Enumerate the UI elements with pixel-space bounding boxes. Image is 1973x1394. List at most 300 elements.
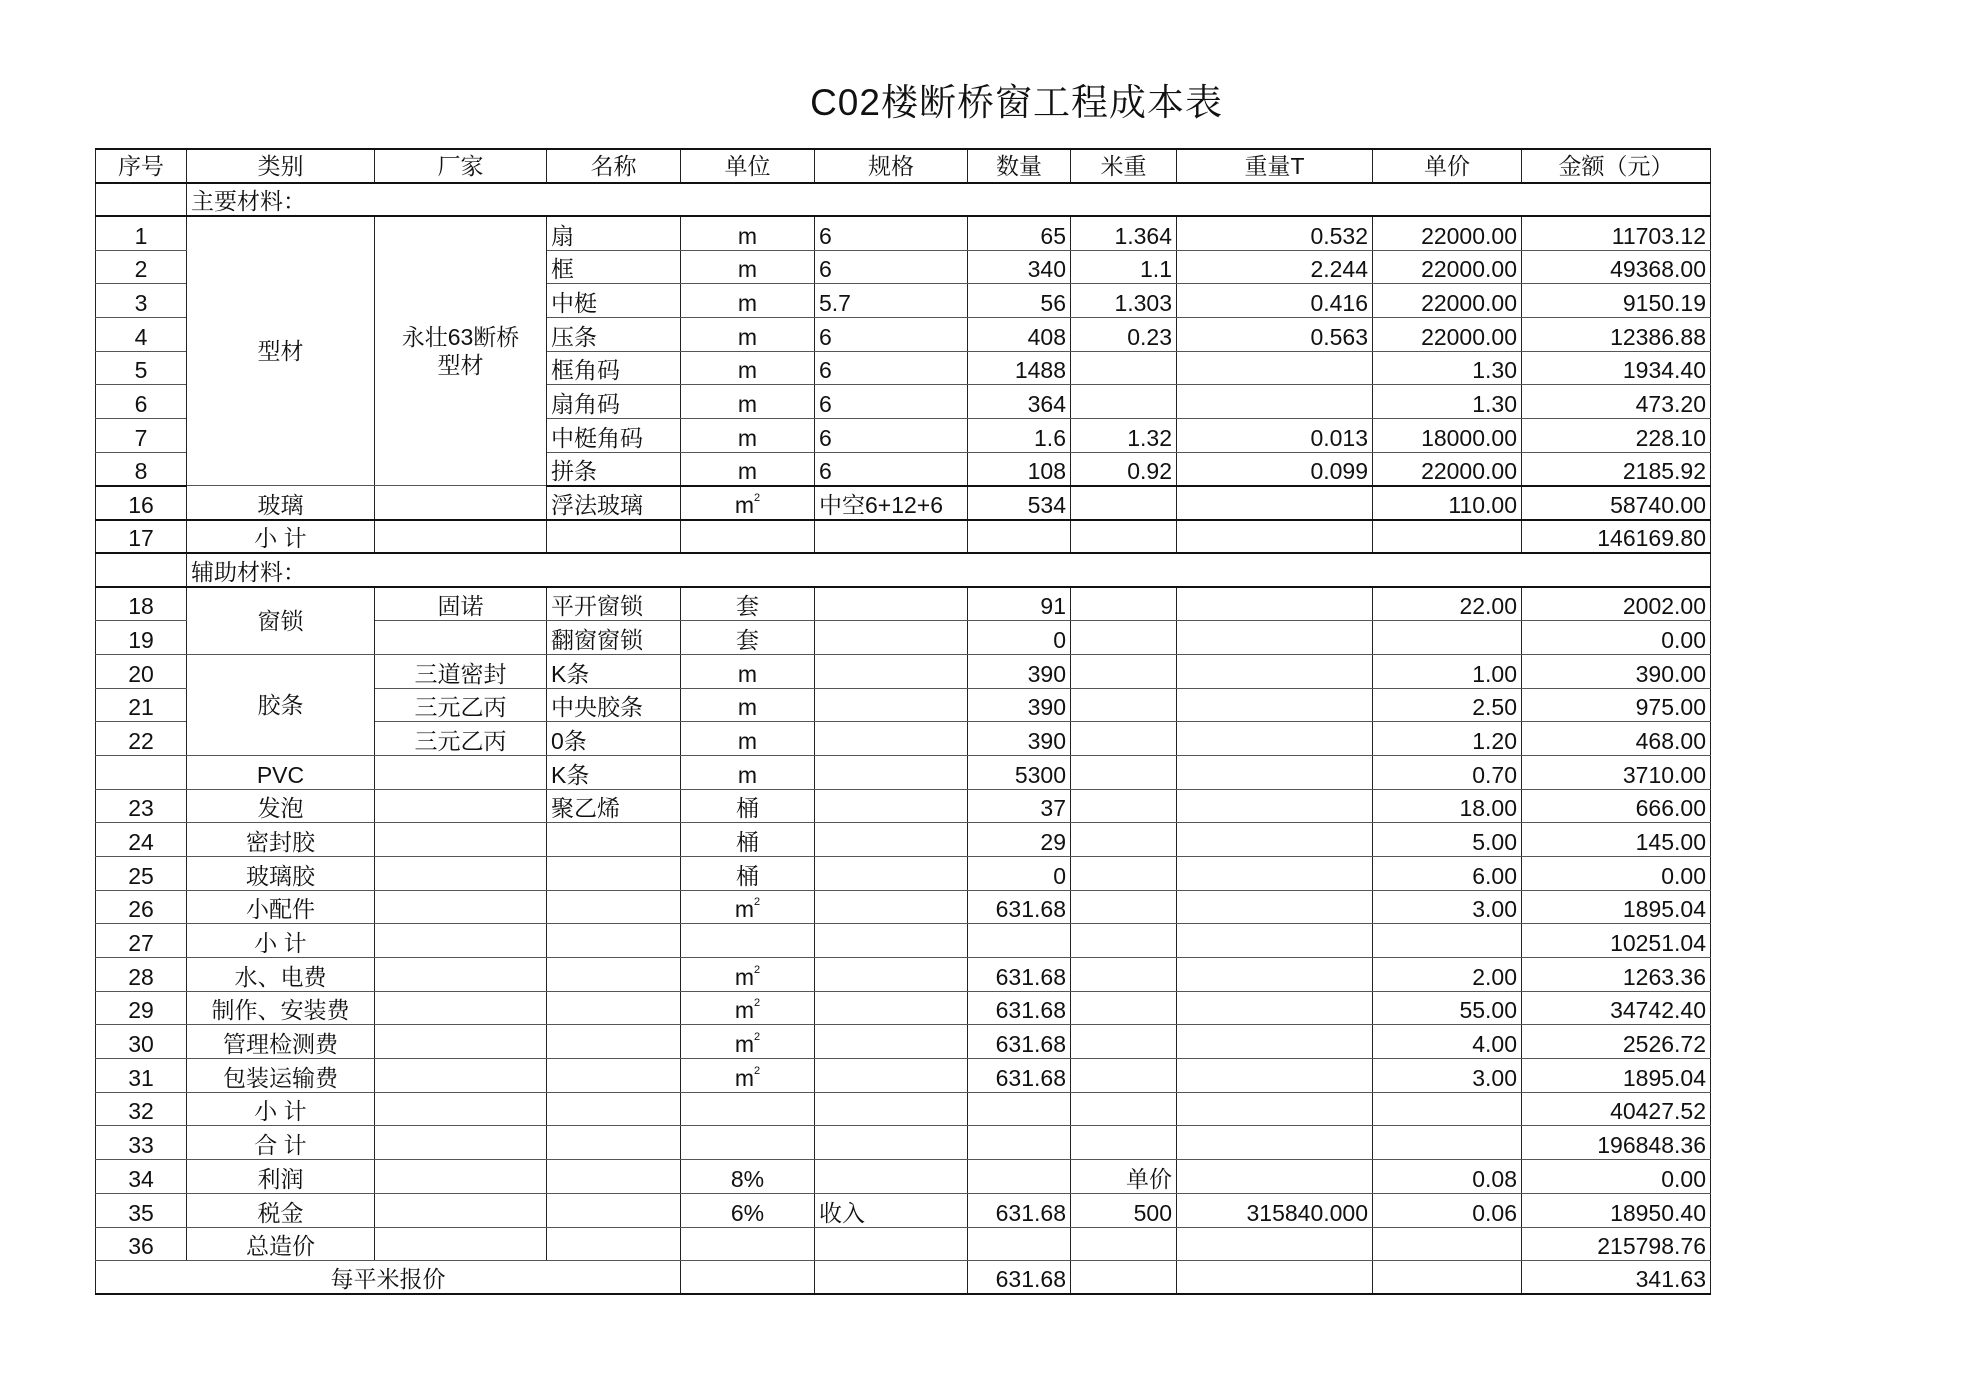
cell-qty: 631.68 — [968, 991, 1071, 1025]
cell-mw — [1071, 1126, 1177, 1160]
cell-mw — [1071, 924, 1177, 958]
table-row — [96, 1092, 1711, 1126]
cell-no: 35 — [96, 1193, 187, 1227]
cell-vendor: 三元乙丙 — [375, 722, 547, 756]
cell-name: 扇角码 — [547, 385, 681, 419]
cell-spec: 6 — [815, 317, 968, 351]
table-row — [96, 587, 1711, 621]
cell-mw — [1071, 789, 1177, 823]
cell-price: 18.00 — [1373, 789, 1522, 823]
cell-wt — [1177, 755, 1373, 789]
cell-no: 24 — [96, 823, 187, 857]
table-row — [96, 1025, 1711, 1059]
footer-label: 每平米报价 — [96, 1261, 681, 1295]
table-row — [96, 654, 1711, 688]
cell-spec: 6 — [815, 385, 968, 419]
cell-spec — [815, 1059, 968, 1093]
cell-no: 5 — [96, 351, 187, 385]
cell-cat: 玻璃 — [187, 486, 375, 520]
cell-no: 19 — [96, 621, 187, 655]
cell-name — [547, 991, 681, 1025]
cell-price: 1.00 — [1373, 654, 1522, 688]
cell-unit: $m^2$ — [681, 991, 815, 1025]
cell-amt: 0.00 — [1522, 856, 1711, 890]
cell-vendor: 固诺 — [375, 587, 547, 621]
cell-amt: 468.00 — [1522, 722, 1711, 756]
cell-no: 7 — [96, 419, 187, 453]
cell-cat: 小配件 — [187, 890, 375, 924]
cell-cat: 玻璃胶 — [187, 856, 375, 890]
cell-amt: 0.00 — [1522, 1160, 1711, 1194]
cell-spec — [815, 587, 968, 621]
cell-price: 5.00 — [1373, 823, 1522, 857]
merged-cat-cell: 型材 — [187, 216, 375, 486]
cell-vendor — [375, 755, 547, 789]
cell-no — [96, 755, 187, 789]
cell-no: 34 — [96, 1160, 187, 1194]
cell-mw: 单价 — [1071, 1160, 1177, 1194]
cell-price — [1373, 1092, 1522, 1126]
cell-name — [547, 823, 681, 857]
table-row — [96, 1193, 1711, 1227]
cell-qty: 108 — [968, 452, 1071, 486]
cell-vendor — [375, 789, 547, 823]
cell-qty: 631.68 — [968, 1059, 1071, 1093]
cell-name: 翻窗窗锁 — [547, 621, 681, 655]
cell-amt: 3710.00 — [1522, 755, 1711, 789]
cell-name: 框角码 — [547, 351, 681, 385]
cell-name — [547, 958, 681, 992]
cell-amt: 34742.40 — [1522, 991, 1711, 1025]
cell-vendor — [375, 621, 547, 655]
cell-spec — [815, 823, 968, 857]
cell-no: 22 — [96, 722, 187, 756]
cell-wt: 2.244 — [1177, 250, 1373, 284]
cell-price: 22000.00 — [1373, 216, 1522, 250]
cell-name — [547, 1193, 681, 1227]
cell-no: 32 — [96, 1092, 187, 1126]
cell-qty: 37 — [968, 789, 1071, 823]
cell-qty: 390 — [968, 722, 1071, 756]
cell-no: 21 — [96, 688, 187, 722]
table-row — [96, 486, 1711, 520]
cell-no: 27 — [96, 924, 187, 958]
cell-price: 22000.00 — [1373, 317, 1522, 351]
cell-spec — [815, 1261, 968, 1295]
cell-name — [547, 1227, 681, 1261]
cell-wt — [1177, 587, 1373, 621]
table-row — [96, 755, 1711, 789]
cell-qty: 56 — [968, 284, 1071, 318]
cell-name — [547, 1059, 681, 1093]
section-label: 辅助材料： — [187, 553, 1711, 587]
cell-qty — [968, 1092, 1071, 1126]
cell-vendor — [375, 856, 547, 890]
cell-unit: m — [681, 317, 815, 351]
cell-qty — [968, 520, 1071, 554]
cell-cat: 税金 — [187, 1193, 375, 1227]
cell-vendor: 三道密封 — [375, 654, 547, 688]
cell-wt — [1177, 958, 1373, 992]
table-row — [96, 823, 1711, 857]
merged-cat-cell: 胶条 — [187, 654, 375, 755]
table-row — [96, 789, 1711, 823]
cell-wt: 315840.000 — [1177, 1193, 1373, 1227]
cell-mw — [1071, 856, 1177, 890]
cell-wt: 0.013 — [1177, 419, 1373, 453]
cell-price: 3.00 — [1373, 1059, 1522, 1093]
section-label: 主要材料： — [187, 183, 1711, 217]
table-row — [96, 216, 1711, 250]
cell-qty — [968, 1126, 1071, 1160]
table-row — [96, 520, 1711, 554]
cell-qty: 29 — [968, 823, 1071, 857]
cell-spec — [815, 958, 968, 992]
cell-spec — [815, 991, 968, 1025]
cell-unit: 套 — [681, 621, 815, 655]
cell-unit: 8% — [681, 1160, 815, 1194]
cell-price: 1.20 — [1373, 722, 1522, 756]
cell-spec — [815, 688, 968, 722]
cell-wt — [1177, 1092, 1373, 1126]
cell-price: 2.50 — [1373, 688, 1522, 722]
cell-qty: 5300 — [968, 755, 1071, 789]
cell-name: 中梃 — [547, 284, 681, 318]
cell-amt: 18950.40 — [1522, 1193, 1711, 1227]
cell-wt — [1177, 1126, 1373, 1160]
cell-vendor — [375, 1126, 547, 1160]
cell-spec — [815, 755, 968, 789]
cell-mw: 1.303 — [1071, 284, 1177, 318]
table-row — [96, 856, 1711, 890]
cell-wt — [1177, 924, 1373, 958]
cell-mw — [1071, 823, 1177, 857]
cell-amt: 666.00 — [1522, 789, 1711, 823]
cell-cat: PVC — [187, 755, 375, 789]
cell-no: 6 — [96, 385, 187, 419]
cell-amt: 11703.12 — [1522, 216, 1711, 250]
cell-spec — [815, 1160, 968, 1194]
cell-unit: m — [681, 654, 815, 688]
cell-unit: m — [681, 419, 815, 453]
cell-mw — [1071, 486, 1177, 520]
cell-price — [1373, 1126, 1522, 1160]
cell-qty: 631.68 — [968, 958, 1071, 992]
cell-name: K条 — [547, 755, 681, 789]
header-row — [96, 149, 1711, 183]
cell-vendor: 三元乙丙 — [375, 688, 547, 722]
cell-spec — [815, 722, 968, 756]
cell-unit: m — [681, 351, 815, 385]
cell-price: 4.00 — [1373, 1025, 1522, 1059]
cell-no: 33 — [96, 1126, 187, 1160]
cell-no: 36 — [96, 1227, 187, 1261]
cell-no: 17 — [96, 520, 187, 554]
cell-spec — [815, 1092, 968, 1126]
header-cell: 名称 — [547, 149, 681, 183]
table-row — [96, 958, 1711, 992]
cell-amt: 2002.00 — [1522, 587, 1711, 621]
section-main-materials — [96, 183, 1711, 217]
footer-qty: 631.68 — [968, 1261, 1071, 1295]
cell-wt — [1177, 621, 1373, 655]
cell-qty: 0 — [968, 621, 1071, 655]
cell-unit: 6% — [681, 1193, 815, 1227]
cell-amt: 390.00 — [1522, 654, 1711, 688]
cell-no: 18 — [96, 587, 187, 621]
cell-name — [547, 1025, 681, 1059]
cell-spec — [815, 924, 968, 958]
cell-no: 25 — [96, 856, 187, 890]
cell-name — [547, 1160, 681, 1194]
cell-spec: 6 — [815, 216, 968, 250]
cell-unit — [681, 520, 815, 554]
cell-amt: 2526.72 — [1522, 1025, 1711, 1059]
cell-mw — [1071, 958, 1177, 992]
cell-wt: 0.099 — [1177, 452, 1373, 486]
cell-unit — [681, 924, 815, 958]
cell-spec: 中空6+12+6 — [815, 486, 968, 520]
cell-no: 28 — [96, 958, 187, 992]
cell-vendor — [375, 991, 547, 1025]
cell-wt — [1177, 486, 1373, 520]
cell-no: 31 — [96, 1059, 187, 1093]
cell-mw — [1071, 520, 1177, 554]
cell-unit: m — [681, 722, 815, 756]
cell-mw: 1.1 — [1071, 250, 1177, 284]
cell-name: 压条 — [547, 317, 681, 351]
cell-cat: 总造价 — [187, 1227, 375, 1261]
section-no-cell — [96, 183, 187, 217]
cell-mw — [1071, 991, 1177, 1025]
table-row — [96, 1160, 1711, 1194]
cell-spec — [815, 789, 968, 823]
cell-unit: $m^2$ — [681, 1025, 815, 1059]
cell-amt: 40427.52 — [1522, 1092, 1711, 1126]
cell-mw — [1071, 890, 1177, 924]
cell-cat: 小 计 — [187, 924, 375, 958]
cell-unit: m — [681, 385, 815, 419]
cell-wt — [1177, 351, 1373, 385]
header-cell: 数量 — [968, 149, 1071, 183]
cell-wt — [1177, 1059, 1373, 1093]
cell-amt: 196848.36 — [1522, 1126, 1711, 1160]
cell-qty — [968, 1227, 1071, 1261]
header-cell: 单位 — [681, 149, 815, 183]
cell-unit — [681, 1227, 815, 1261]
table-row — [96, 1059, 1711, 1093]
cell-unit: $m^2$ — [681, 958, 815, 992]
cell-qty: 390 — [968, 654, 1071, 688]
cell-price: 1.30 — [1373, 351, 1522, 385]
cell-spec — [815, 1126, 968, 1160]
cell-qty: 364 — [968, 385, 1071, 419]
cell-name: 浮法玻璃 — [547, 486, 681, 520]
cell-mw — [1071, 587, 1177, 621]
cell-no: 26 — [96, 890, 187, 924]
cell-mw — [1071, 688, 1177, 722]
header-cell: 厂家 — [375, 149, 547, 183]
cell-wt: 0.563 — [1177, 317, 1373, 351]
cell-mw — [1071, 654, 1177, 688]
header-cell: 类别 — [187, 149, 375, 183]
cell-spec: 5.7 — [815, 284, 968, 318]
cell-vendor — [375, 1025, 547, 1059]
cell-cat: 包装运输费 — [187, 1059, 375, 1093]
cell-qty: 1488 — [968, 351, 1071, 385]
cell-spec — [815, 1227, 968, 1261]
cell-amt: 146169.80 — [1522, 520, 1711, 554]
page-title: C02楼断桥窗工程成本表 — [810, 82, 1223, 123]
cell-price: 6.00 — [1373, 856, 1522, 890]
cell-mw: 0.23 — [1071, 317, 1177, 351]
cell-amt: 145.00 — [1522, 823, 1711, 857]
header-cell: 序号 — [96, 149, 187, 183]
header-cell: 米重 — [1071, 149, 1177, 183]
cell-amt: 1263.36 — [1522, 958, 1711, 992]
cell-unit: m — [681, 688, 815, 722]
cost-table — [95, 148, 1711, 1295]
cell-qty: 631.68 — [968, 1025, 1071, 1059]
cell-cat: 密封胶 — [187, 823, 375, 857]
cell-cat: 小 计 — [187, 520, 375, 554]
cell-qty: 340 — [968, 250, 1071, 284]
cell-wt: 0.416 — [1177, 284, 1373, 318]
cell-wt — [1177, 890, 1373, 924]
cell-price — [1373, 1261, 1522, 1295]
cell-cat: 小 计 — [187, 1092, 375, 1126]
cell-price: 0.08 — [1373, 1160, 1522, 1194]
cell-spec: 6 — [815, 452, 968, 486]
cell-name — [547, 890, 681, 924]
cell-spec: 6 — [815, 351, 968, 385]
cell-name — [547, 520, 681, 554]
cell-spec — [815, 654, 968, 688]
cell-name — [547, 1126, 681, 1160]
cell-unit — [681, 1126, 815, 1160]
cell-mw — [1071, 755, 1177, 789]
cell-wt — [1177, 789, 1373, 823]
cell-vendor — [375, 1193, 547, 1227]
cell-mw — [1071, 1025, 1177, 1059]
cell-amt: 1934.40 — [1522, 351, 1711, 385]
section-no-cell — [96, 553, 187, 587]
cell-unit: $m^2$ — [681, 890, 815, 924]
cell-amt: 49368.00 — [1522, 250, 1711, 284]
table-row — [96, 1227, 1711, 1261]
cell-no: 20 — [96, 654, 187, 688]
cell-vendor — [375, 486, 547, 520]
cell-qty — [968, 1160, 1071, 1194]
cell-wt — [1177, 856, 1373, 890]
cell-cat: 合 计 — [187, 1126, 375, 1160]
cell-name: 框 — [547, 250, 681, 284]
cell-unit: 套 — [681, 587, 815, 621]
cell-cat: 水、电费 — [187, 958, 375, 992]
section-aux-materials — [96, 553, 1711, 587]
cell-cat: 制作、安装费 — [187, 991, 375, 1025]
cell-mw — [1071, 1059, 1177, 1093]
cell-price — [1373, 520, 1522, 554]
cell-name: 扇 — [547, 216, 681, 250]
cell-wt — [1177, 823, 1373, 857]
header-cell: 重量T — [1177, 149, 1373, 183]
cell-price — [1373, 1227, 1522, 1261]
cell-amt: 58740.00 — [1522, 486, 1711, 520]
cell-price — [1373, 621, 1522, 655]
cell-amt: 975.00 — [1522, 688, 1711, 722]
cell-price — [1373, 924, 1522, 958]
cell-qty: 1.6 — [968, 419, 1071, 453]
cell-mw: 0.92 — [1071, 452, 1177, 486]
cell-spec — [815, 621, 968, 655]
header-cell: 规格 — [815, 149, 968, 183]
cell-no: 2 — [96, 250, 187, 284]
table-row — [96, 991, 1711, 1025]
table-row — [96, 890, 1711, 924]
cell-qty: 65 — [968, 216, 1071, 250]
table-row — [96, 924, 1711, 958]
cell-unit — [681, 1092, 815, 1126]
cell-qty: 534 — [968, 486, 1071, 520]
cell-spec — [815, 856, 968, 890]
cell-spec — [815, 890, 968, 924]
cell-name — [547, 924, 681, 958]
cell-cat: 管理检测费 — [187, 1025, 375, 1059]
cell-wt: 0.532 — [1177, 216, 1373, 250]
cell-price: 2.00 — [1373, 958, 1522, 992]
cell-amt: 1895.04 — [1522, 1059, 1711, 1093]
cell-price: 3.00 — [1373, 890, 1522, 924]
cell-mw: 1.364 — [1071, 216, 1177, 250]
merged-cat-cell: 窗锁 — [187, 587, 375, 654]
table-row — [96, 1126, 1711, 1160]
cell-mw — [1071, 351, 1177, 385]
cell-qty: 390 — [968, 688, 1071, 722]
cell-vendor — [375, 1059, 547, 1093]
cell-price: 55.00 — [1373, 991, 1522, 1025]
cell-amt: 12386.88 — [1522, 317, 1711, 351]
merged-vendor-cell: 永壮63断桥 型材 — [375, 216, 547, 486]
cell-mw — [1071, 1227, 1177, 1261]
cell-name: 中梃角码 — [547, 419, 681, 453]
cell-qty: 631.68 — [968, 1193, 1071, 1227]
cell-unit: m — [681, 755, 815, 789]
cell-vendor — [375, 1092, 547, 1126]
cell-price: 1.30 — [1373, 385, 1522, 419]
cell-price: 22000.00 — [1373, 284, 1522, 318]
cell-vendor — [375, 924, 547, 958]
cell-mw — [1071, 722, 1177, 756]
cell-amt: 1895.04 — [1522, 890, 1711, 924]
cell-amt: 473.20 — [1522, 385, 1711, 419]
cell-amt: 215798.76 — [1522, 1227, 1711, 1261]
cell-amt: 228.10 — [1522, 419, 1711, 453]
cell-vendor — [375, 958, 547, 992]
cell-no: 16 — [96, 486, 187, 520]
cell-no: 8 — [96, 452, 187, 486]
cell-wt — [1177, 654, 1373, 688]
footer-row — [96, 1261, 1711, 1295]
header-cell: 单价 — [1373, 149, 1522, 183]
cell-name — [547, 1092, 681, 1126]
cell-price: 110.00 — [1373, 486, 1522, 520]
cell-cat: 利润 — [187, 1160, 375, 1194]
cell-mw — [1071, 1261, 1177, 1295]
cell-qty: 0 — [968, 856, 1071, 890]
cell-wt — [1177, 722, 1373, 756]
cell-wt — [1177, 1160, 1373, 1194]
